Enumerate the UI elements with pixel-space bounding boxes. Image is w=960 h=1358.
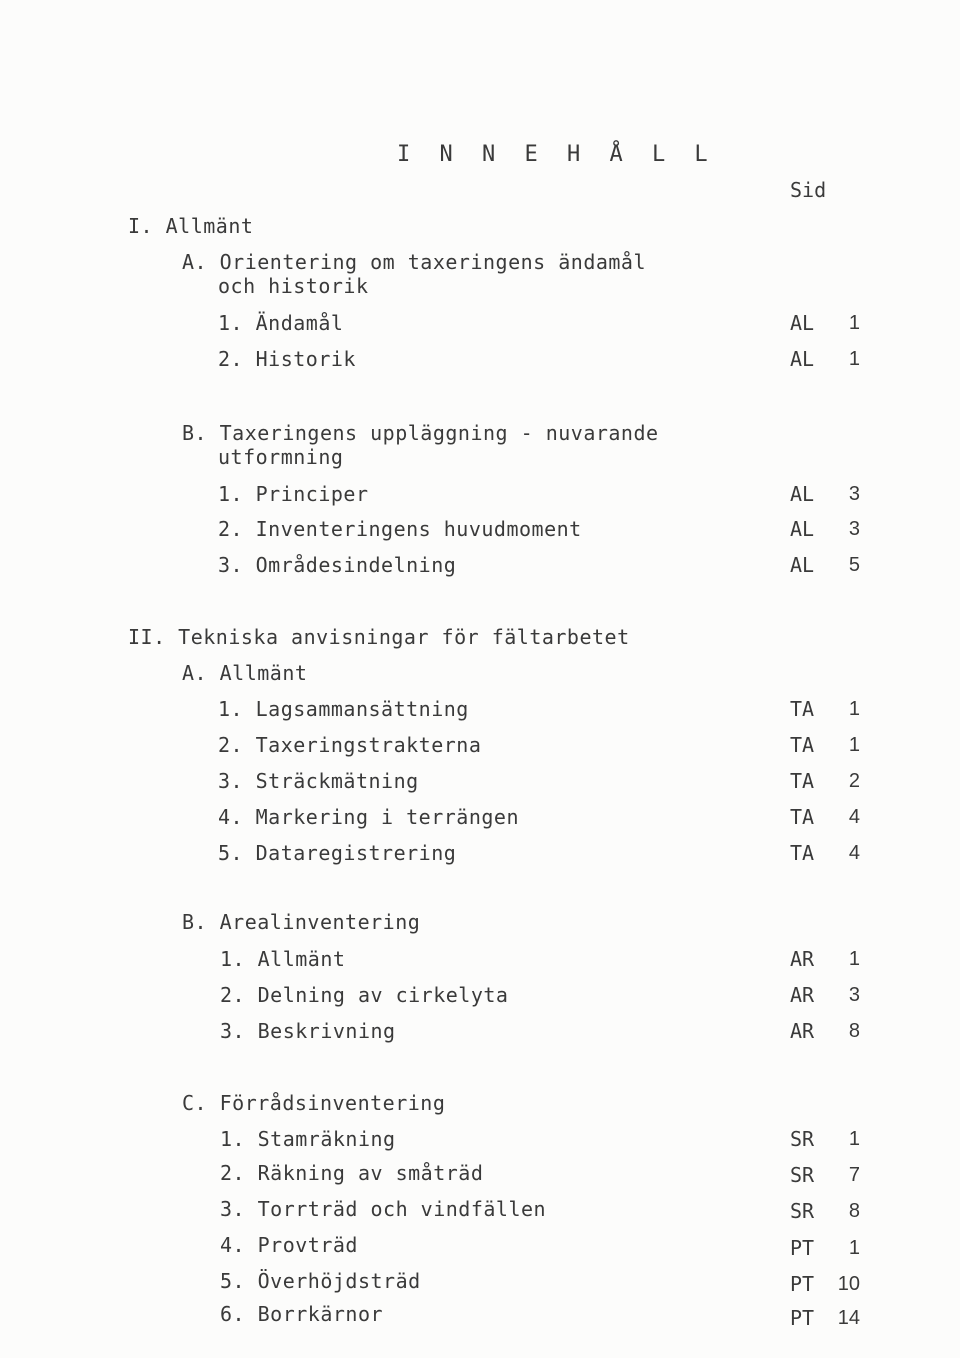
toc-entry-page: 1	[848, 348, 860, 370]
subsection-heading-cont: utformning	[218, 445, 344, 469]
toc-entry: 5. Överhöjdsträd	[220, 1269, 421, 1293]
page-title: I N N E H Å L L	[397, 142, 716, 167]
toc-entry: 3. Sträckmätning	[218, 769, 419, 793]
subsection-heading-cont: och historik	[218, 274, 369, 298]
toc-entry-page: 1	[848, 1128, 860, 1150]
toc-entry-code: TA	[790, 841, 815, 865]
toc-entry: 2. Delning av cirkelyta	[220, 983, 509, 1007]
toc-entry-page: 10	[837, 1273, 860, 1295]
toc-entry: 1. Lagsammansättning	[218, 697, 469, 721]
toc-entry-page: 7	[848, 1164, 860, 1186]
toc-entry-code: SR	[790, 1199, 815, 1223]
subsection-heading: B. Taxeringens uppläggning - nuvarande	[182, 421, 659, 445]
toc-entry: 1. Principer	[218, 482, 369, 506]
toc-entry-code: AL	[790, 311, 815, 335]
toc-entry-page: 14	[837, 1307, 860, 1329]
toc-entry-code: AL	[790, 347, 815, 371]
toc-entry-code: SR	[790, 1163, 815, 1187]
subsection-heading: C. Förrådsinventering	[182, 1091, 446, 1115]
toc-entry-page: 8	[848, 1200, 860, 1222]
toc-entry-code: AL	[790, 482, 815, 506]
subsection-heading: B. Arealinventering	[182, 910, 421, 934]
toc-entry-code: TA	[790, 733, 815, 757]
toc-entry: 4. Markering i terrängen	[218, 805, 519, 829]
toc-entry-page: 4	[848, 806, 860, 828]
toc-entry: 2. Taxeringstrakterna	[218, 733, 482, 757]
toc-entry-code: SR	[790, 1127, 815, 1151]
toc-entry: 1. Stamräkning	[220, 1127, 396, 1151]
toc-entry-page: 2	[848, 770, 860, 792]
toc-entry-page: 4	[848, 842, 860, 864]
toc-entry-page: 3	[848, 518, 860, 540]
toc-entry-code: TA	[790, 805, 815, 829]
toc-entry-page: 8	[848, 1020, 860, 1042]
section-heading: II. Tekniska anvisningar för fältarbetet	[128, 625, 630, 649]
toc-entry: 2. Inventeringens huvudmoment	[218, 517, 582, 541]
toc-entry-page: 1	[848, 1237, 860, 1259]
toc-entry-page: 1	[848, 734, 860, 756]
toc-entry: 3. Områdesindelning	[218, 553, 457, 577]
toc-entry-code: AR	[790, 983, 815, 1007]
toc-entry-code: AL	[790, 553, 815, 577]
toc-entry-code: TA	[790, 769, 815, 793]
subsection-heading: A. Orientering om taxeringens ändamål	[182, 250, 647, 274]
subsection-heading: A. Allmänt	[182, 661, 308, 685]
toc-entry: 2. Historik	[218, 347, 356, 371]
toc-entry-code: AL	[790, 517, 815, 541]
toc-entry-code: PT	[790, 1306, 815, 1330]
section-heading: I. Allmänt	[128, 214, 254, 238]
toc-entry: 1. Allmänt	[220, 947, 346, 971]
toc-entry-code: PT	[790, 1236, 815, 1260]
toc-entry: 1. Ändamål	[218, 311, 344, 335]
toc-entry: 4. Provträd	[220, 1233, 358, 1257]
toc-entry: 5. Dataregistrering	[218, 841, 457, 865]
toc-entry: 6. Borrkärnor	[220, 1302, 384, 1326]
toc-entry-code: AR	[790, 1019, 815, 1043]
toc-entry-code: AR	[790, 947, 815, 971]
toc-entry: 2. Räkning av småträd	[220, 1161, 484, 1185]
toc-entry-code: TA	[790, 697, 815, 721]
toc-entry-code: PT	[790, 1272, 815, 1296]
toc-entry-page: 1	[848, 948, 860, 970]
toc-entry-page: 3	[848, 984, 860, 1006]
toc-entry-page: 1	[848, 312, 860, 334]
toc-entry-page: 3	[848, 483, 860, 505]
toc-entry: 3. Beskrivning	[220, 1019, 396, 1043]
toc-entry: 3. Torrträd och vindfällen	[220, 1197, 547, 1221]
toc-entry-page: 1	[848, 698, 860, 720]
page-column-header: Sid	[790, 178, 827, 202]
toc-entry-page: 5	[848, 554, 860, 576]
